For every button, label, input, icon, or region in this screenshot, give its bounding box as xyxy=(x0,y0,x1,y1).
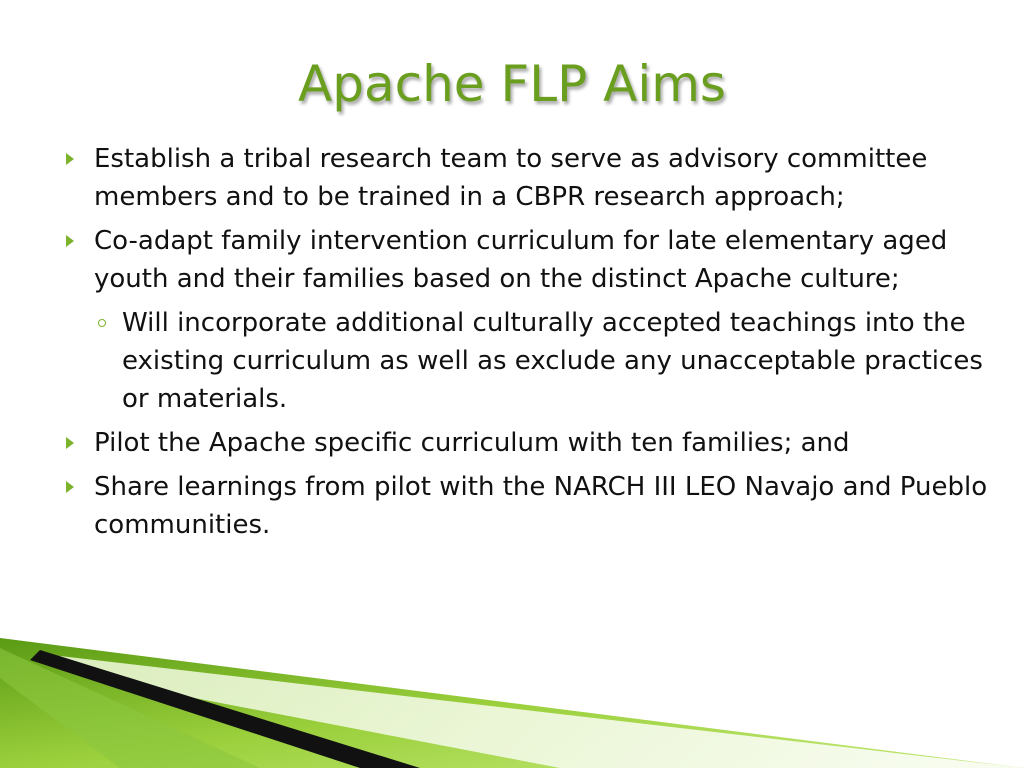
triangle-bullet-icon xyxy=(66,437,74,449)
triangle-bullet-icon xyxy=(66,153,74,165)
bullet-list xyxy=(60,140,990,550)
bullet-text: Co-adapt family intervention curriculum for late elementary aged youth and their families based on the distinct Apache culture; xyxy=(94,226,948,294)
bullet-item xyxy=(60,222,990,298)
sub-bullet-item xyxy=(60,304,990,418)
bullet-item xyxy=(60,140,990,216)
bullet-item xyxy=(60,424,990,462)
slide-title: Apache FLP Aims xyxy=(298,55,726,113)
bullet-item xyxy=(60,468,990,544)
bullet-text: Establish a tribal research team to serve as advisory committee members and to be trained in a CBPR research approach; xyxy=(94,144,928,212)
green-swoosh-decoration xyxy=(0,638,1024,768)
bullet-text: Share learnings from pilot with the NARCH III LEO Navajo and Pueblo communities. xyxy=(94,472,988,540)
triangle-bullet-icon xyxy=(66,481,74,493)
circle-bullet-icon xyxy=(98,319,106,327)
bullet-text: Pilot the Apache specific curriculum with ten families; and xyxy=(94,428,850,458)
sub-bullet-text: Will incorporate additional culturally accepted teachings into the existing curriculum as well as exclude any unacceptable practices or materials. xyxy=(122,308,983,414)
triangle-bullet-icon xyxy=(66,235,74,247)
